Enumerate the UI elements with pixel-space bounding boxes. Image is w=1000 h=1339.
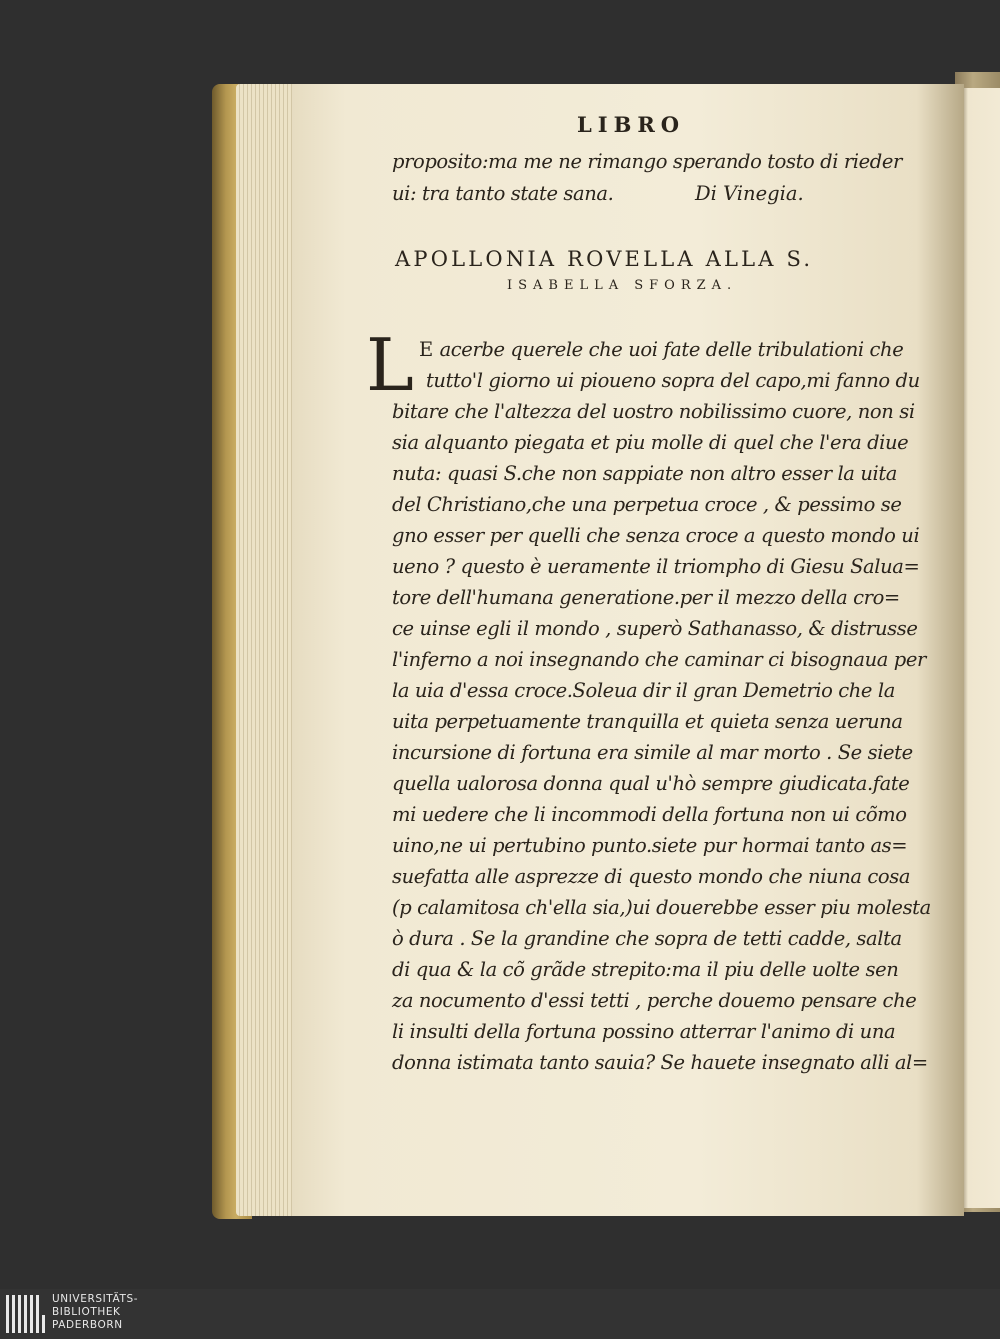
signoff: Di Vinegia. — [695, 182, 804, 205]
body-line-2: tutto'l giorno ui pioueno sopra del capo,mi fanno du — [426, 369, 920, 392]
letter-heading: APOLLONIA ROVELLA ALLA S. — [395, 247, 814, 271]
body-line-8: ueno ? questo è ueramente il triompho di Giesu Salua= — [392, 555, 920, 578]
university-logo-text — [52, 1293, 138, 1332]
body-line-7: gno esser per quelli che senza croce a questo mondo ui — [392, 524, 920, 547]
body-line-12: la uia d'essa croce.Soleua dir il gran Demetrio che la — [392, 679, 895, 702]
body-line-14: incursione di fortuna era simile al mar morto . Se siete — [392, 741, 913, 764]
body-line-10: ce uinse egli il mondo , superò Sathanasso, & distrusse — [392, 617, 918, 640]
body-line-23: li insulti della fortuna possino atterrar l'animo di una — [392, 1020, 896, 1043]
body-line-19: (p calamitosa ch'ella sia,)ui douerebbe esser piu molesta — [392, 896, 931, 919]
body-line-17: uino,ne ui pertubino punto.siete pur hormai tanto as= — [392, 834, 908, 857]
body-line-16: mi uedere che li incommodi della fortuna non ui cõmo — [392, 803, 907, 826]
university-logo-icon — [6, 1293, 46, 1335]
logo-line-2: BIBLIOTHEK — [52, 1306, 121, 1318]
book-page — [292, 84, 964, 1216]
body-line-1-text: acerbe querele che uoi fate delle tribulationi che — [439, 338, 904, 361]
body-line-18: suefatta alle asprezze di questo mondo che niuna cosa — [392, 865, 911, 888]
body-line-20: ò dura . Se la grandine che sopra de tetti cadde, salta — [392, 927, 902, 950]
body-line-5: nuta: quasi S.che non sappiate non altro esser la uita — [392, 462, 897, 485]
body-line-3: bitare che l'altezza del uostro nobilissimo cuore, non si — [392, 400, 915, 423]
logo-line-1: UNIVERSITÄTS- — [52, 1293, 139, 1305]
body-line-1 — [419, 338, 903, 361]
body-line-4: sia alquanto piegata et piu molle di quel che l'era diue — [392, 431, 909, 454]
body-line-21: di qua & la cõ grãde strepito:ma il piu delle uolte sen — [392, 958, 899, 981]
first-word: E — [419, 338, 434, 361]
footer-bar — [0, 1289, 1000, 1339]
opening-line-1: proposito:ma me ne rimango sperando tosto di rieder — [392, 150, 902, 173]
letter-subheading: ISABELLA SFORZA. — [507, 278, 738, 293]
opening-line-2: ui: tra tanto state sana. — [392, 182, 614, 205]
body-line-24: donna istimata tanto sauia? Se hauete insegnato alli al= — [392, 1051, 928, 1074]
body-line-22: za nocumento d'essi tetti , perche douemo pensare che — [392, 989, 917, 1012]
body-line-9: tore dell'humana generatione.per il mezzo della cro= — [392, 586, 900, 609]
body-line-6: del Christiano,che una perpetua croce , & pessimo se — [392, 493, 902, 516]
body-line-13: uita perpetuamente tranquilla et quieta senza ueruna — [392, 710, 903, 733]
body-line-15: quella ualorosa donna qual u'hò sempre giudicata.fate — [392, 772, 910, 795]
logo-line-3: PADERBORN — [52, 1319, 123, 1331]
facing-page-edge — [960, 88, 1000, 1208]
page-edges — [236, 84, 298, 1216]
running-head: LIBRO — [577, 112, 686, 137]
body-line-11: l'inferno a noi insegnando che caminar ci bisognaua per — [392, 648, 926, 671]
drop-cap: L — [366, 323, 414, 407]
